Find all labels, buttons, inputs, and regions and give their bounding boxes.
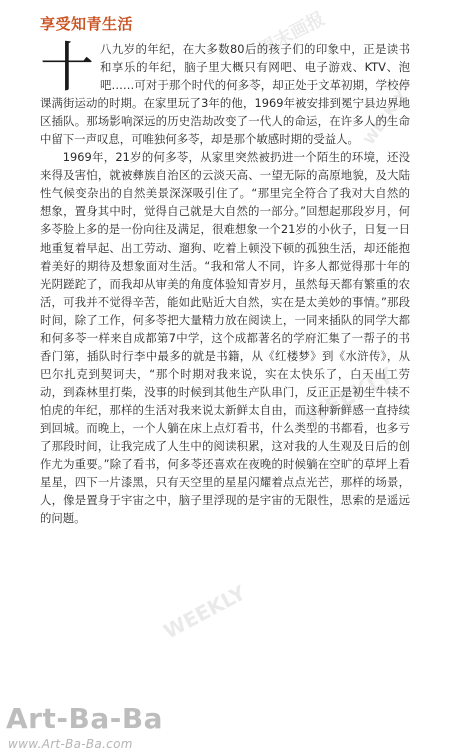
article-paragraph-2: 1969年，21岁的何多苓，从家里突然被扔进一个陌生的环境，还没来得及害怕，就被彝族自治区的云淡天高、一望无际的高原地貌，及大陆性气候变杂出的自然美景深深吸引住了。“那里完全符合了我对大自然的想象，置身其中时，觉得自己就是大自然的一部分。”回想起那段岁月，何多苓脸上多的是一份向往及满足，很难想象一个21岁的小伙子，日复一日地重复着早起、出工劳动、遛狗、吃着上顿没下顿的孤独生活，却还能抱着美好的期待及想象面对生活。“我和常人不同，许多人都觉得那十年的光阴蹉跎了，而我却从审美的角度体验知青岁月，虽然每天都有繁重的农活，可我并不觉得辛苦，能如此贴近大自然，实在是太美妙的事情。”那段时间，除了工作，何多苓把大量精力放在阅读上，一同来插队的同学大都和何多苓一样来自成都第7中学，这个成都著名的学府汇集了一帮子的书香门第，插队时行李中最多的就是书籍，从《红楼梦》到《水浒传》，从巴尔扎克到契诃夫，“那个时期对我来说，实在太快乐了，白天出工劳动，到森林里打柴，没事的时候到其他生产队串门，反正正是初生牛犊不怕虎的年纪，那样的生活对我来说太新鲜太自由，而这种新鲜感一直持续到回城。而晚上，一个人躺在床上点灯看书，什么类型的书都看，也多亏了那段时间，让我完成了人生中的阅读积累，这对我的人生观及日后的创作尤为重要。”除了看书，何多苓还喜欢在夜晚的时候躺在空旷的草坪上看星星，四下一片漆黑，只有天空里的星星闪耀着点点光芒，那样的场景，人，像是置身于宇宙之中，脑子里浮现的是宇宙的无限性，思索的是遥远的问题。: [40, 150, 410, 526]
watermark-top: 周末画报: [254, 8, 329, 61]
drop-cap-spacer: [40, 40, 100, 90]
drop-cap: 十: [40, 36, 94, 99]
article-heading: 享受知青生活: [40, 15, 134, 33]
article-paragraph-1: 八九岁的年纪，在大多数80后的孩子们的印象中，正是读书和享乐的年纪，脑子里大概只有网吧、电子游戏、KTV、泡吧……可对于那个时代的何多苓，却正处于文革初期，学校停课满街运动的时期。在家里玩了3年的他，1969年被安排到冕宁县边界地区插队。那场影响深远的历史浩劫改变了一代人的命运，在许多人的生命中留下一声叹息，可唯独何多苓，却是那个敏感时期的受益人。: [40, 42, 410, 147]
article-body: [40, 36, 410, 527]
watermark-side: WEEKLY: [361, 87, 411, 149]
footer-url[interactable]: www.Art-Ba-Ba.com: [8, 737, 133, 751]
watermark-middle: WEEKLY: [299, 363, 399, 432]
watermark-bottom: WEEKLY: [159, 580, 250, 644]
footer-logo: Art-Ba-Ba: [6, 702, 164, 735]
